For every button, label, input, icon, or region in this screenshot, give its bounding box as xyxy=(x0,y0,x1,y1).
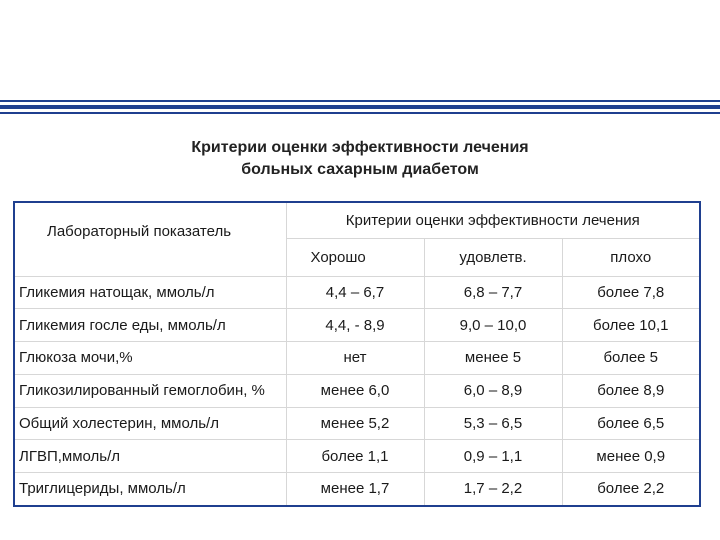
row-label: Гликемия госле еды, ммоль/л xyxy=(14,309,286,342)
cell-satisfactory: 0,9 – 1,1 xyxy=(424,440,562,473)
page-title xyxy=(0,137,720,181)
rule-line-thick xyxy=(0,105,720,109)
table-body xyxy=(14,276,700,506)
cell-bad: более 8,9 xyxy=(562,374,700,407)
row-label: Гликозилированный гемоглобин, % xyxy=(14,374,286,407)
table-row xyxy=(14,342,700,375)
table-header-row xyxy=(14,202,700,238)
cell-good: менее 6,0 xyxy=(286,374,424,407)
row-label: ЛГВП,ммоль/л xyxy=(14,440,286,473)
rule-line-thin-bottom xyxy=(0,112,720,114)
table-row xyxy=(14,374,700,407)
rule-line-thin-top xyxy=(0,100,720,102)
cell-bad: более 5 xyxy=(562,342,700,375)
cell-satisfactory: 5,3 – 6,5 xyxy=(424,407,562,440)
cell-bad: более 6,5 xyxy=(562,407,700,440)
cell-satisfactory: 6,0 – 8,9 xyxy=(424,374,562,407)
cell-satisfactory: 6,8 – 7,7 xyxy=(424,276,562,309)
row-label: Глюкоза мочи,% xyxy=(14,342,286,375)
cell-bad: менее 0,9 xyxy=(562,440,700,473)
cell-satisfactory: 9,0 – 10,0 xyxy=(424,309,562,342)
cell-good: 4,4 – 6,7 xyxy=(286,276,424,309)
row-label: Гликемия натощак, ммоль/л xyxy=(14,276,286,309)
decorative-top-rule xyxy=(0,100,720,114)
table-row xyxy=(14,440,700,473)
table-row xyxy=(14,309,700,342)
cell-good: менее 5,2 xyxy=(286,407,424,440)
cell-good: 4,4, - 8,9 xyxy=(286,309,424,342)
header-satisfactory: удовлетв. xyxy=(424,238,562,276)
header-good: Хорошо xyxy=(286,238,424,276)
row-label: Общий холестерин, ммоль/л xyxy=(14,407,286,440)
cell-bad: более 2,2 xyxy=(562,473,700,506)
row-label: Триглицериды, ммоль/л xyxy=(14,473,286,506)
table-row xyxy=(14,276,700,309)
cell-satisfactory: менее 5 xyxy=(424,342,562,375)
cell-satisfactory: 1,7 – 2,2 xyxy=(424,473,562,506)
title-line-1: Критерии оценки эффективности лечения xyxy=(191,139,529,156)
cell-good: менее 1,7 xyxy=(286,473,424,506)
criteria-table xyxy=(13,201,701,507)
table-row xyxy=(14,473,700,506)
header-indicator: Лабораторный показатель xyxy=(14,202,286,276)
cell-bad: более 7,8 xyxy=(562,276,700,309)
header-criteria: Критерии оценки эффективности лечения xyxy=(286,202,700,238)
header-bad: плохо xyxy=(562,238,700,276)
title-line-2: больных сахарным диабетом xyxy=(241,161,479,178)
cell-good: более 1,1 xyxy=(286,440,424,473)
cell-good: нет xyxy=(286,342,424,375)
cell-bad: более 10,1 xyxy=(562,309,700,342)
table-row xyxy=(14,407,700,440)
